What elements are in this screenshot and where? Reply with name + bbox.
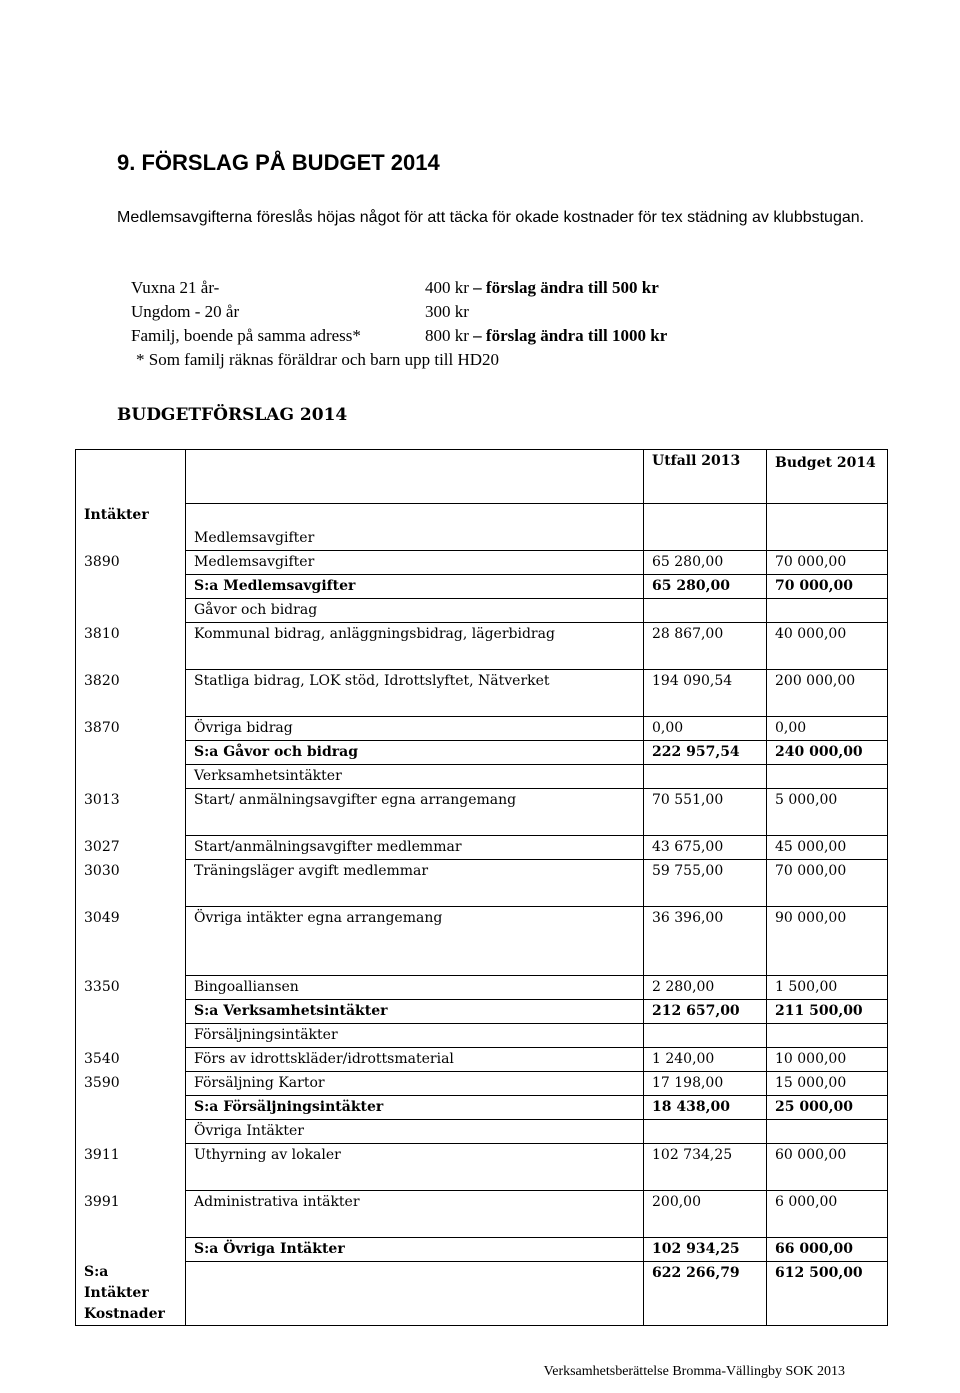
description-cell: Medlemsavgifter <box>186 551 644 575</box>
account-cell: 3049 <box>76 907 186 976</box>
table-row <box>76 836 888 860</box>
description-cell: Medlemsavgifter <box>186 527 644 551</box>
table-row <box>76 599 888 623</box>
budget-cell: 5 000,00 <box>767 789 888 836</box>
budget-cell <box>767 599 888 623</box>
utfall-cell: 200,00 <box>644 1191 767 1238</box>
description-cell: Försäljning Kartor <box>186 1072 644 1096</box>
utfall-cell: 194 090,54 <box>644 670 767 717</box>
description-cell: Övriga bidrag <box>186 717 644 741</box>
table-row <box>76 575 888 599</box>
description-cell: Övriga intäkter egna arrangemang <box>186 907 644 976</box>
header-utfall: Utfall 2013 <box>644 450 767 504</box>
budget-cell: 0,00 <box>767 717 888 741</box>
utfall-cell: 102 734,25 <box>644 1144 767 1191</box>
total-label-line: Intäkter <box>84 1284 149 1301</box>
table-row <box>76 717 888 741</box>
description-cell: S:a Verksamhetsintäkter <box>186 1000 644 1024</box>
account-cell <box>76 1238 186 1262</box>
description-cell: Träningsläger avgift medlemmar <box>186 860 644 907</box>
utfall-cell: 65 280,00 <box>644 575 767 599</box>
table-row <box>76 765 888 789</box>
table-row <box>76 1120 888 1144</box>
description-cell: Förs av idrottskläder/idrottsmaterial <box>186 1048 644 1072</box>
budget-cell <box>767 527 888 551</box>
budget-cell: 70 000,00 <box>767 860 888 907</box>
section-cell <box>644 504 767 528</box>
section-label-intakter: Intäkter <box>76 504 186 528</box>
utfall-cell: 65 280,00 <box>644 551 767 575</box>
utfall-cell: 1 240,00 <box>644 1048 767 1072</box>
fee-current-family: 800 kr <box>425 326 469 345</box>
description-cell: S:a Gåvor och bidrag <box>186 741 644 765</box>
budget-cell: 200 000,00 <box>767 670 888 717</box>
account-cell: 3991 <box>76 1191 186 1238</box>
account-cell: 3810 <box>76 623 186 670</box>
description-cell: Bingoalliansen <box>186 976 644 1000</box>
table-row <box>76 741 888 765</box>
account-cell: 3890 <box>76 551 186 575</box>
account-cell: 3540 <box>76 1048 186 1072</box>
description-cell: S:a Försäljningsintäkter <box>186 1096 644 1120</box>
account-cell <box>76 575 186 599</box>
utfall-cell: 59 755,00 <box>644 860 767 907</box>
intro-paragraph: Medlemsavgifterna föreslås höjas något för att täcka för okade kostnader för tex städning av klubbstugan. <box>117 209 865 226</box>
utfall-cell: 102 934,25 <box>644 1238 767 1262</box>
utfall-cell: 18 438,00 <box>644 1096 767 1120</box>
budget-cell: 15 000,00 <box>767 1072 888 1096</box>
section-cell <box>767 504 888 528</box>
fee-amount-family <box>425 326 667 346</box>
account-cell: 3911 <box>76 1144 186 1191</box>
section-cell <box>186 504 644 528</box>
budget-cell: 6 000,00 <box>767 1191 888 1238</box>
budget-cell: 60 000,00 <box>767 1144 888 1191</box>
utfall-cell: 70 551,00 <box>644 789 767 836</box>
section-heading: 9. FÖRSLAG PÅ BUDGET 2014 <box>117 150 440 175</box>
utfall-cell: 2 280,00 <box>644 976 767 1000</box>
table-row <box>76 1191 888 1238</box>
description-cell: Statliga bidrag, LOK stöd, Idrottslyftet, Nätverket <box>186 670 644 717</box>
budget-title: BUDGETFÖRSLAG 2014 <box>117 405 348 425</box>
budget-cell: 40 000,00 <box>767 623 888 670</box>
account-cell <box>76 741 186 765</box>
utfall-cell <box>644 765 767 789</box>
fee-amount-youth: 300 kr <box>425 302 469 321</box>
account-cell: 3030 <box>76 860 186 907</box>
total-utfall-cell: 622 266,79 <box>644 1262 767 1326</box>
table-row <box>76 1024 888 1048</box>
table-header-row <box>76 450 888 504</box>
budget-cell: 45 000,00 <box>767 836 888 860</box>
description-cell: Försäljningsintäkter <box>186 1024 644 1048</box>
description-cell: Start/ anmälningsavgifter egna arrangemang <box>186 789 644 836</box>
budget-cell: 66 000,00 <box>767 1238 888 1262</box>
budget-cell: 10 000,00 <box>767 1048 888 1072</box>
utfall-cell: 222 957,54 <box>644 741 767 765</box>
table-row <box>76 789 888 836</box>
account-cell <box>76 765 186 789</box>
total-label-cell <box>76 1262 186 1326</box>
budget-cell: 90 000,00 <box>767 907 888 976</box>
utfall-cell: 28 867,00 <box>644 623 767 670</box>
budget-cell <box>767 1024 888 1048</box>
header-cell-empty <box>76 450 186 504</box>
total-description-cell <box>186 1262 644 1326</box>
table-row <box>76 527 888 551</box>
utfall-cell: 17 198,00 <box>644 1072 767 1096</box>
account-cell: 3870 <box>76 717 186 741</box>
table-row <box>76 1238 888 1262</box>
description-cell: S:a Övriga Intäkter <box>186 1238 644 1262</box>
budget-cell: 70 000,00 <box>767 575 888 599</box>
table-row <box>76 1144 888 1191</box>
description-cell: Kommunal bidrag, anläggningsbidrag, lägerbidrag <box>186 623 644 670</box>
fee-proposal-family: – förslag ändra till 1000 kr <box>473 326 668 345</box>
budget-cell <box>767 1120 888 1144</box>
budget-table-body <box>76 450 888 1326</box>
utfall-cell <box>644 527 767 551</box>
account-cell <box>76 599 186 623</box>
account-cell: 3590 <box>76 1072 186 1096</box>
header-budget: Budget 2014 <box>767 450 888 504</box>
utfall-cell <box>644 1120 767 1144</box>
account-cell: 3027 <box>76 836 186 860</box>
budget-cell: 25 000,00 <box>767 1096 888 1120</box>
page-footer: Verksamhetsberättelse Bromma-Vällingby SOK 2013 <box>543 1364 845 1379</box>
fee-label-family: Familj, boende på samma adress* <box>131 326 361 345</box>
total-label-line: Kostnader <box>84 1305 165 1322</box>
utfall-cell <box>644 1024 767 1048</box>
table-row <box>76 976 888 1000</box>
account-cell <box>76 1000 186 1024</box>
total-row <box>76 1262 888 1326</box>
fee-label-adult: Vuxna 21 år- <box>131 278 220 297</box>
table-row <box>76 907 888 976</box>
utfall-cell: 0,00 <box>644 717 767 741</box>
budget-cell: 240 000,00 <box>767 741 888 765</box>
budget-cell: 70 000,00 <box>767 551 888 575</box>
description-cell: S:a Medlemsavgifter <box>186 575 644 599</box>
total-budget-cell: 612 500,00 <box>767 1262 888 1326</box>
description-cell: Gåvor och bidrag <box>186 599 644 623</box>
description-cell: Uthyrning av lokaler <box>186 1144 644 1191</box>
budget-cell: 211 500,00 <box>767 1000 888 1024</box>
total-label-line: S:a <box>84 1263 109 1280</box>
fee-proposal-adult: – förslag ändra till 500 kr <box>473 278 659 297</box>
account-cell <box>76 1024 186 1048</box>
description-cell: Övriga Intäkter <box>186 1120 644 1144</box>
fee-label-youth: Ungdom - 20 år <box>131 302 240 321</box>
description-cell: Administrativa intäkter <box>186 1191 644 1238</box>
table-row <box>76 623 888 670</box>
account-cell <box>76 527 186 551</box>
table-row <box>76 551 888 575</box>
table-row <box>76 1096 888 1120</box>
account-cell <box>76 1120 186 1144</box>
utfall-cell: 36 396,00 <box>644 907 767 976</box>
section-row-intakter <box>76 504 888 528</box>
header-cell-desc <box>186 450 644 504</box>
table-row <box>76 1048 888 1072</box>
fee-note: * Som familj räknas föräldrar och barn upp till HD20 <box>136 350 500 369</box>
description-cell: Start/anmälningsavgifter medlemmar <box>186 836 644 860</box>
account-cell: 3820 <box>76 670 186 717</box>
table-row <box>76 1000 888 1024</box>
budget-table <box>75 449 888 1326</box>
table-row <box>76 670 888 717</box>
budget-cell <box>767 765 888 789</box>
description-cell: Verksamhetsintäkter <box>186 765 644 789</box>
account-cell <box>76 1096 186 1120</box>
table-row <box>76 860 888 907</box>
utfall-cell: 212 657,00 <box>644 1000 767 1024</box>
utfall-cell: 43 675,00 <box>644 836 767 860</box>
fee-amount-adult <box>425 278 659 298</box>
utfall-cell <box>644 599 767 623</box>
table-row <box>76 1072 888 1096</box>
account-cell: 3013 <box>76 789 186 836</box>
budget-cell: 1 500,00 <box>767 976 888 1000</box>
fee-current-adult: 400 kr <box>425 278 469 297</box>
account-cell: 3350 <box>76 976 186 1000</box>
